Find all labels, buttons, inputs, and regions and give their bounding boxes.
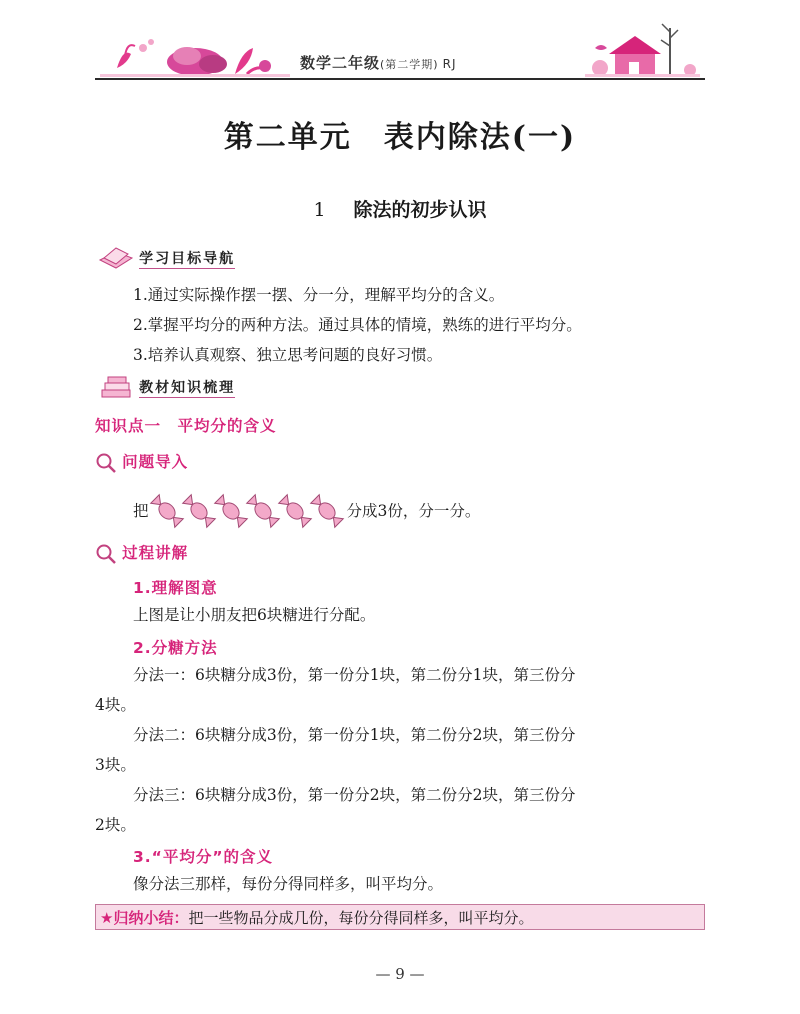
candy-icon	[150, 494, 184, 528]
method1-line2: 4块。	[95, 696, 136, 714]
step3-text: 像分法三那样，每份分得同样多，叫平均分。	[133, 875, 444, 893]
objective-item: 1.通过实际操作摆一摆、分一分，理解平均分的含义。	[133, 286, 505, 304]
lesson-title	[0, 195, 800, 222]
method1-line1: 分法一：6块糖分成3份，第一份分1块，第二份分1块，第三份分	[133, 666, 576, 684]
lesson-number: 1	[313, 199, 326, 221]
page-number: — 9 —	[375, 965, 425, 983]
process-label-row	[95, 541, 188, 565]
candy-icon	[214, 494, 248, 528]
intro-prefix: 把	[133, 502, 149, 520]
candy-row	[149, 491, 347, 531]
book-title-main: 数学二年级	[300, 54, 381, 72]
magnifier-icon	[95, 543, 117, 565]
book-edition: RJ	[442, 57, 457, 71]
objectives-heading-row	[98, 244, 235, 272]
book-semester: (第二学期)	[380, 58, 439, 71]
step3-title: 3.“平均分”的含义	[133, 848, 274, 866]
step2-title: 2.分糖方法	[133, 639, 218, 657]
knowledge-point-title: 知识点一 平均分的含义	[95, 417, 277, 435]
chapter-title: 第二单元 表内除法(一)	[223, 120, 577, 155]
step1-title: 1.理解图意	[133, 579, 218, 597]
intro-label-row	[95, 450, 188, 474]
objectives-list	[133, 280, 713, 370]
method2-line1: 分法二：6块糖分成3份，第一份分1块，第二份分2块，第三份分	[133, 726, 576, 744]
summary-label: 归纳小结：	[113, 909, 189, 927]
method3-line2: 2块。	[95, 816, 136, 834]
star-icon: ★	[100, 909, 114, 927]
candy-icon	[246, 494, 280, 528]
magnifier-icon	[95, 452, 117, 474]
knowledge-heading: 教材知识梳理	[139, 379, 236, 396]
candy-icon	[310, 494, 344, 528]
objectives-heading: 学习目标导航	[139, 250, 236, 267]
flower-decoration-left	[100, 39, 290, 77]
book-title	[300, 52, 457, 73]
candy-icon	[182, 494, 216, 528]
method3-line1: 分法三：6块糖分成3份，第一份分2块，第二份分2块，第三份分	[133, 786, 576, 804]
intro-sentence	[133, 491, 713, 531]
knowledge-heading-row	[98, 374, 235, 400]
header-divider	[95, 78, 705, 80]
objective-item: 3.培养认真观察、独立思考问题的良好习惯。	[133, 346, 443, 364]
book-icon	[98, 244, 134, 272]
summary-box	[95, 904, 705, 930]
step1-text: 上图是让小朋友把6块糖进行分配。	[133, 606, 376, 624]
summary-text: 把一些物品分成几份，每份分得同样多，叫平均分。	[188, 909, 534, 927]
process-label: 过程讲解	[122, 544, 189, 562]
objective-item: 2.掌握平均分的两种方法。通过具体的情境，熟练的进行平均分。	[133, 316, 582, 334]
intro-suffix: 分成3份，分一分。	[346, 502, 481, 520]
method2-line2: 3块。	[95, 756, 136, 774]
candy-icon	[278, 494, 312, 528]
intro-label: 问题导入	[122, 453, 189, 471]
house-decoration-right	[585, 24, 700, 77]
books-stack-icon	[98, 374, 134, 400]
lesson-name: 除法的初步认识	[353, 199, 487, 221]
